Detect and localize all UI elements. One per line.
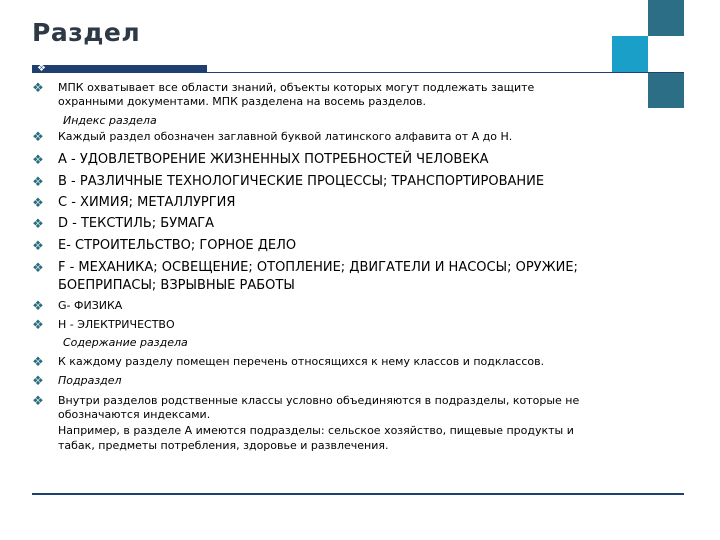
bullet-icon: ❖ bbox=[32, 239, 44, 254]
decor-square-dark-top bbox=[648, 0, 684, 36]
list-item-text: Подраздел bbox=[58, 374, 122, 387]
decor-square-cyan bbox=[612, 36, 648, 72]
bullet-icon: ❖ bbox=[32, 394, 44, 409]
list-item-text: Каждый раздел обозначен заглавной буквой латинского алфавита от А до Н. bbox=[58, 130, 513, 143]
list-item-text: МПК охватывает все области знаний, объекты которых могут подлежать защите bbox=[58, 81, 535, 94]
list-item-text: А - УДОВЛЕТВОРЕНИЕ ЖИЗНЕННЫХ ПОТРЕБНОСТЕЙ ЧЕЛОВЕКА bbox=[58, 152, 489, 167]
list-item-text: Например, в разделе А имеются подразделы: сельское хозяйство, пищевые продукты и bbox=[58, 424, 574, 437]
list-item-text: D - ТЕКСТИЛЬ; БУМАГА bbox=[58, 216, 215, 231]
bullet-icon: ❖ bbox=[32, 318, 44, 333]
list-item-text: Н - ЭЛЕКТРИЧЕСТВО bbox=[58, 318, 175, 331]
list-item-text: С - ХИМИЯ; МЕТАЛЛУРГИЯ bbox=[58, 195, 236, 210]
bullet-icon: ❖ bbox=[32, 355, 44, 370]
list-item-text: табак, предметы потребления, здоровье и развлечения. bbox=[58, 439, 389, 452]
list-item-text: К каждому разделу помещен перечень относящихся к нему классов и подклассов. bbox=[58, 355, 545, 368]
list-item-text: Внутри разделов родственные классы условно объединяются в подразделы, которые не bbox=[58, 394, 580, 407]
bullet-icon: ❖ bbox=[32, 175, 44, 190]
list-item-text: охранными документами. МПК разделена на восемь разделов. bbox=[58, 95, 426, 108]
list-item-text: обозначаются индексами. bbox=[58, 408, 211, 421]
bullet-icon: ❖ bbox=[32, 81, 44, 96]
bullet-icon: ❖ bbox=[32, 130, 44, 145]
bullet-icon: ❖ bbox=[32, 153, 44, 168]
list-item-text: В - РАЗЛИЧНЫЕ ТЕХНОЛОГИЧЕСКИЕ ПРОЦЕССЫ; ТРАНСПОРТИРОВАНИЕ bbox=[58, 174, 545, 189]
list-item-text: Е- СТРОИТЕЛЬСТВО; ГОРНОЕ ДЕЛО bbox=[58, 238, 297, 253]
list-item-text: F - МЕХАНИКА; ОСВЕЩЕНИЕ; ОТОПЛЕНИЕ; ДВИГАТЕЛИ И НАСОСЫ; ОРУЖИЕ; bbox=[58, 260, 578, 275]
bullet-icon: ❖ bbox=[37, 63, 46, 74]
list-item-text: БОЕПРИПАСЫ; ВЗРЫВНЫЕ РАБОТЫ bbox=[58, 278, 295, 293]
title-underline-line bbox=[207, 72, 684, 73]
section-subheading: Индекс раздела bbox=[63, 114, 157, 127]
footer-divider bbox=[32, 493, 684, 495]
bullet-icon: ❖ bbox=[32, 196, 44, 211]
list-item-text: G- ФИЗИКА bbox=[58, 299, 123, 312]
bullet-icon: ❖ bbox=[32, 217, 44, 232]
title-underline-bar bbox=[32, 65, 207, 73]
bullet-icon: ❖ bbox=[32, 299, 44, 314]
slide-title: Раздел bbox=[32, 18, 141, 47]
section-subheading: Содержание раздела bbox=[63, 336, 188, 349]
bullet-icon: ❖ bbox=[32, 261, 44, 276]
bullet-icon: ❖ bbox=[32, 374, 44, 389]
